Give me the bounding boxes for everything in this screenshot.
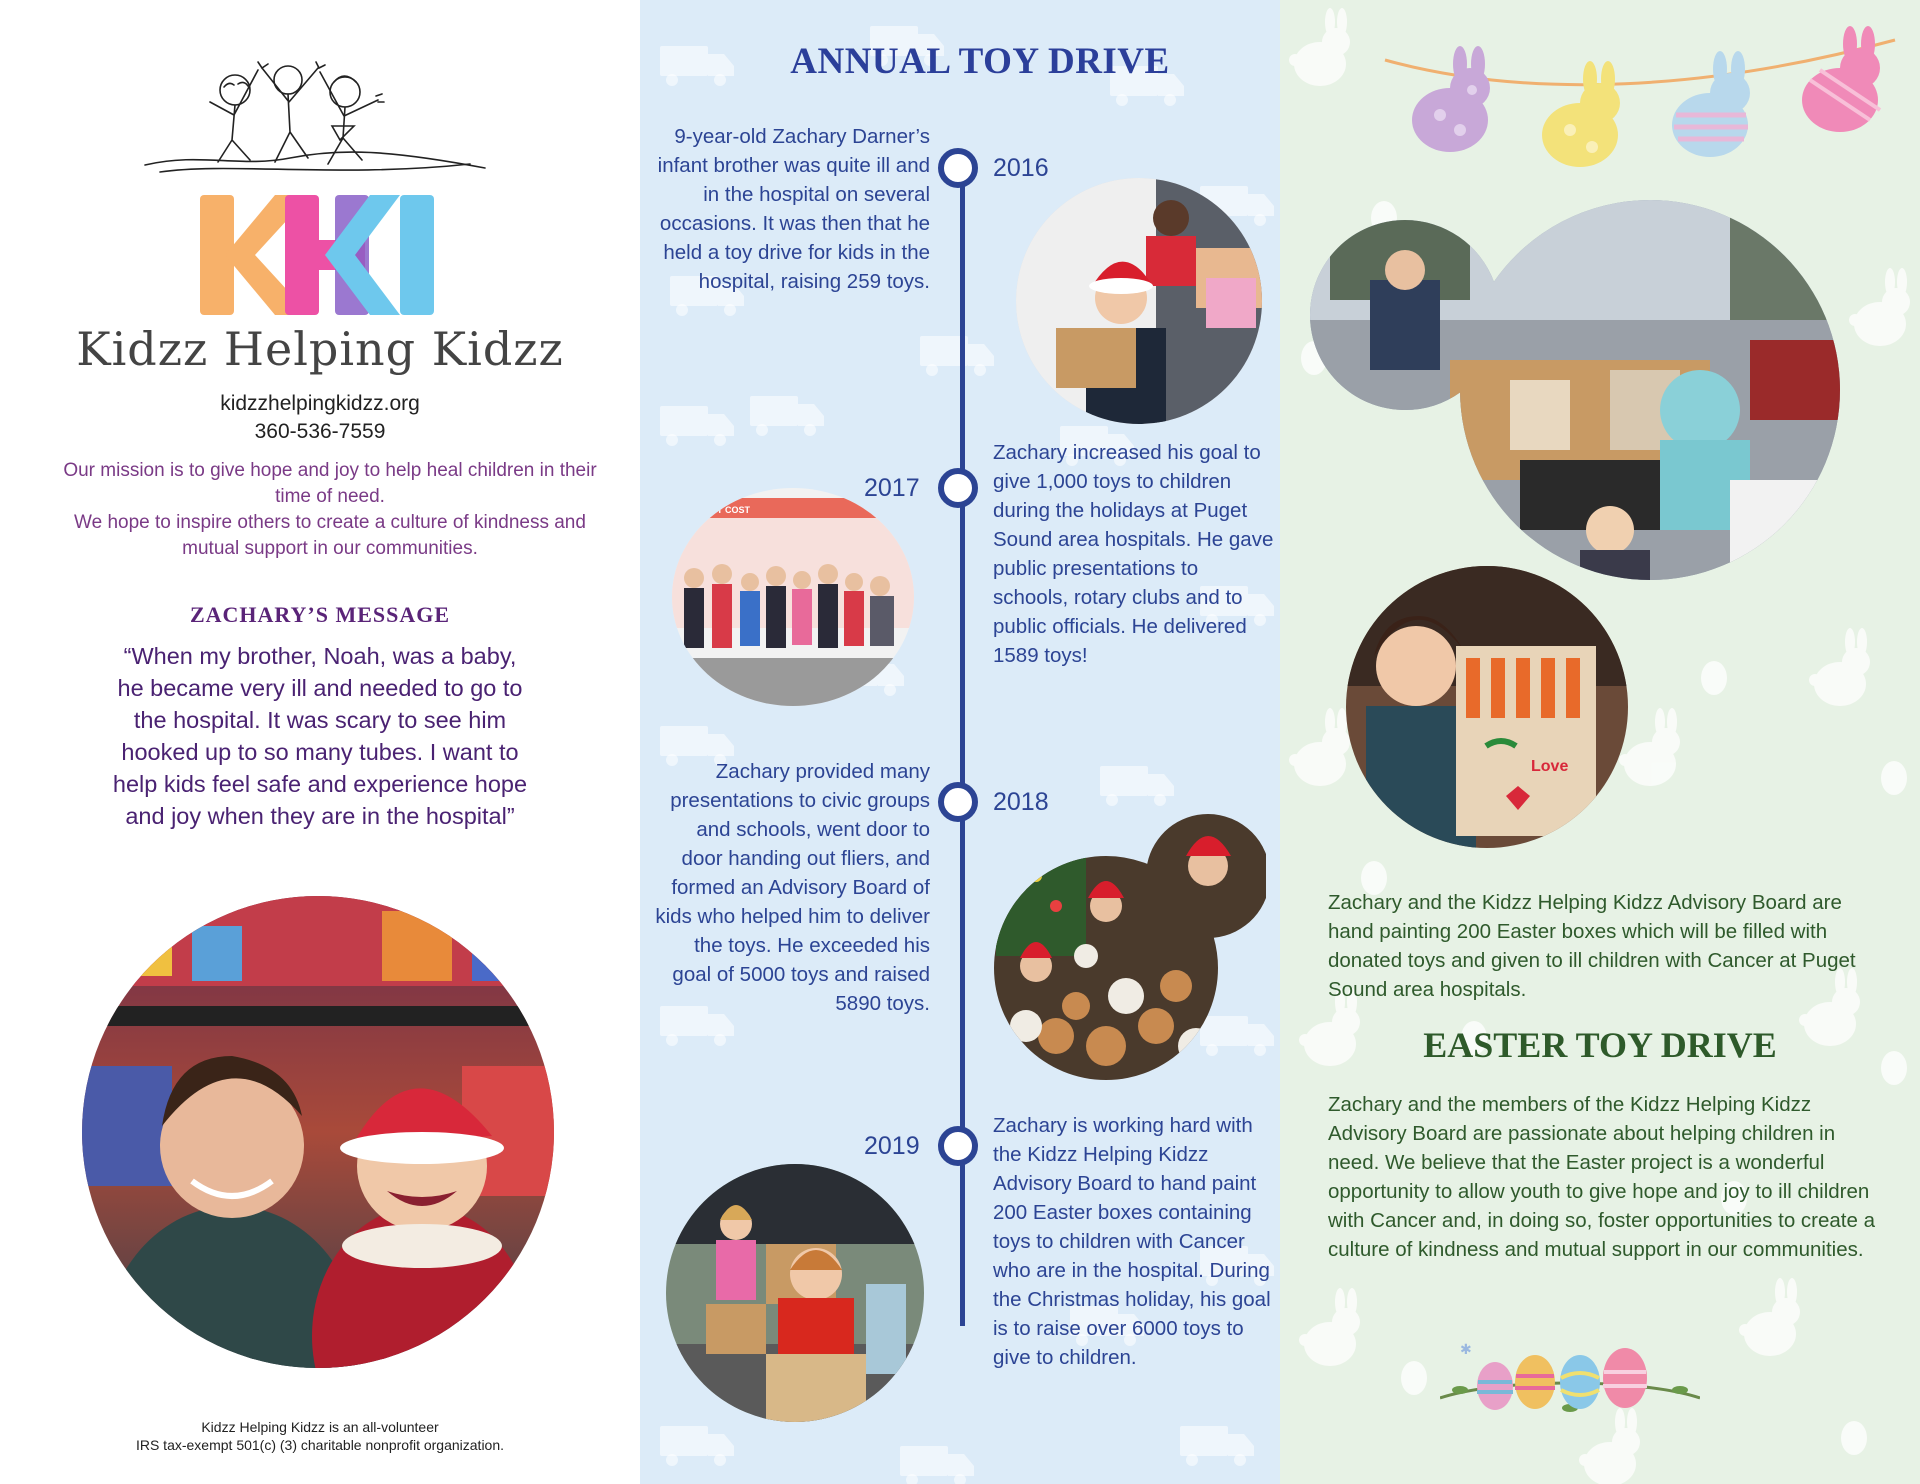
nonprofit-footer [0, 1418, 640, 1454]
footer-line: Kidzz Helping Kidzz is an all-volunteer [201, 1419, 439, 1435]
left-panel [0, 0, 640, 1484]
timeline-node [938, 468, 978, 508]
timeline-text-2016: 9-year-old Zachary Darner’s infant brother was quite ill and in the hospital on several occasions. It was then that he held a toy drive for kids in the hospital, raising 259 toys. [657, 125, 930, 293]
timeline-node [938, 1126, 978, 1166]
timeline-year-2019: 2019 [864, 1132, 920, 1160]
timeline-year-2016: 2016 [993, 154, 1049, 182]
easter-intro-text: Zachary and the Kidzz Helping Kidzz Advisory Board are hand painting 200 Easter boxes which will be filled with donated toys and given to ill children with Cancer at Puget Sound area hospitals. [1328, 891, 1856, 1001]
timeline-node [938, 782, 978, 822]
message-quote: “When my brother, Noah, was a baby, he became very ill and needed to go to the hospital. It was scary to see him hooked up to so many tubes. I want to help kids feel safe and experience hope and joy when they are in the hospital” [112, 643, 528, 829]
timeline-node [938, 148, 978, 188]
photo-2016-loading-truck [1016, 178, 1262, 424]
timeline-text-2019: Zachary is working hard with the Kidzz Helping Kidzz Advisory Board to hand paint 200 Easter boxes containing toys to children with Cancer who are in the hospital. During the Christmas holiday, his goal is to raise over 6000 toys to give to children. [993, 1114, 1271, 1369]
message-heading: ZACHARY’S MESSAGE [189, 602, 451, 627]
mission-line: We hope to inspire others to create a culture of kindness and mutual support in our communities. [74, 512, 586, 559]
bunny-garland-icon [1380, 20, 1900, 180]
timeline-text-2018: Zachary provided many presentations to civic groups and schools, went door to door handing out fliers, and formed an Advisory Board of kids who helped him to deliver the toys. He exceeded his goal of 5000 toys and raised 5890 toys. [655, 760, 930, 1015]
easter-group-photo [1310, 200, 1890, 650]
box-love-text: Love [1531, 758, 1569, 775]
easter-toy-drive-title: EASTER TOY DRIVE [1423, 1025, 1777, 1065]
photo-2019-kids-boxes [666, 1164, 924, 1422]
mission-line: Our mission is to give hope and joy to help heal children in their time of need. [63, 460, 597, 507]
khk-logo-icon [195, 190, 445, 320]
truck-sign-text: LOWEST COST [684, 505, 750, 515]
svg-text:✱: ✱ [1460, 1342, 1472, 1358]
dancing-kids-sketch-icon [140, 40, 490, 190]
timeline-year-2018: 2018 [993, 788, 1049, 816]
timeline-year-2017: 2017 [864, 474, 920, 502]
website-url[interactable]: kidzzhelpingkidzz.org [220, 392, 420, 415]
mission-statement [60, 458, 600, 562]
easter-body-text: Zachary and the members of the Kidzz Helping Kidzz Advisory Board are passionate about helping children in need. We believe that the Easter project is a wonderful opportunity to allow youth to give hope and joy to ill children with Cancer and, in doing so, foster opportunities to create a culture of kindness and mutual support in our communities. [1328, 1093, 1875, 1261]
easter-eggs-icon [1440, 1338, 1700, 1418]
boy-with-easter-box-photo [1346, 566, 1628, 848]
easter-panel [1280, 0, 1920, 1484]
photo-2017-group [672, 488, 914, 706]
org-name: Kidzz Helping Kidzz [76, 322, 564, 376]
footer-line: IRS tax-exempt 501(c) (3) charitable nonprofit organization. [135, 1437, 505, 1453]
timeline-text-2017: Zachary increased his goal to give 1,000 toys to children during the holidays at Puget Sound area hospitals. He gave public presentations to schools, rotary clubs and to public officials. He delivered 1589 toys! [993, 441, 1274, 667]
photo-2018-plush-toys [976, 806, 1266, 1086]
toy-drive-panel [640, 0, 1280, 1484]
brothers-photo [82, 896, 554, 1368]
annual-toy-drive-title: ANNUAL TOY DRIVE [790, 41, 1170, 82]
phone-number[interactable]: 360-536-7559 [254, 420, 386, 443]
